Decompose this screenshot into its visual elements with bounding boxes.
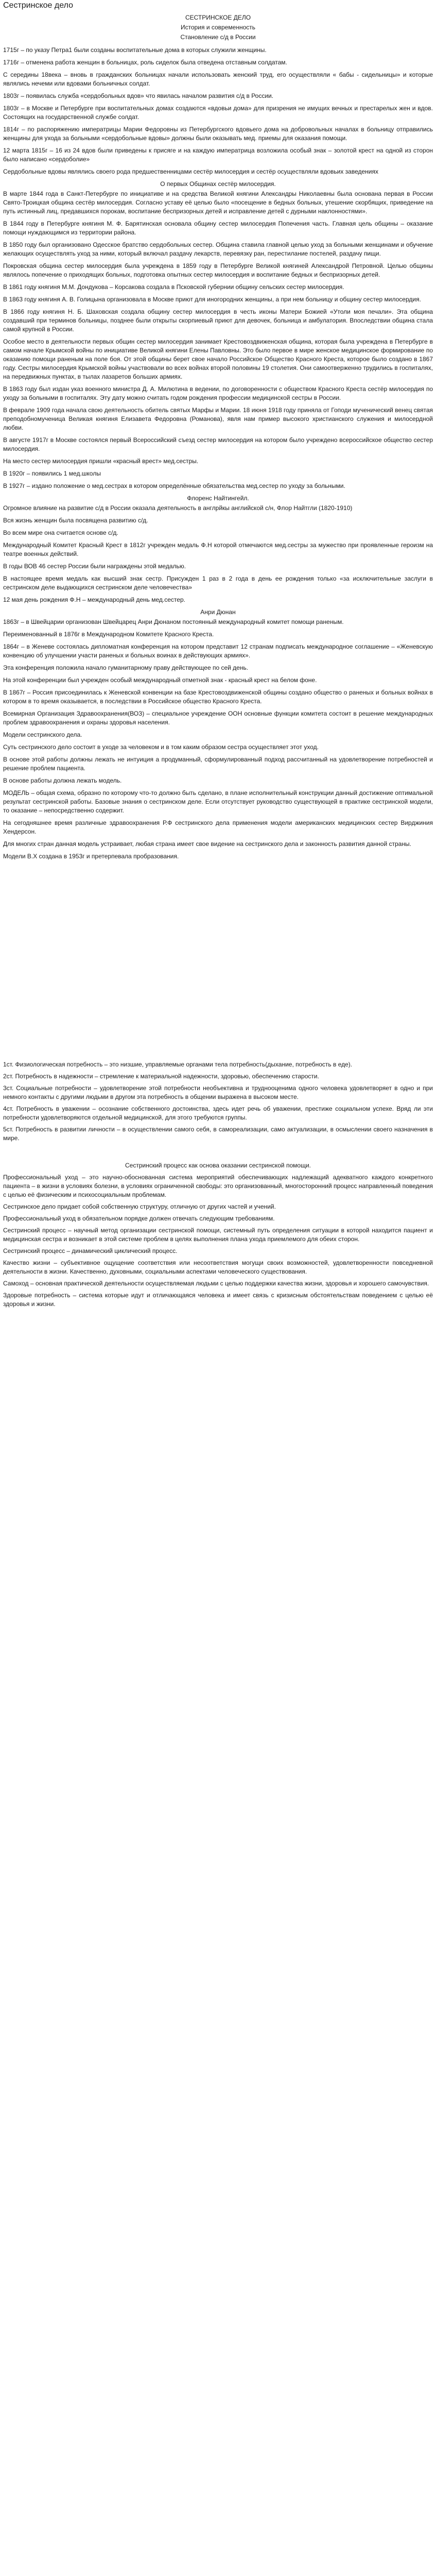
paragraph: В 1867г – Россия присоединилась к Женевской конвенции на базе Крестовоздвиженской общины создано общество о раненых и больных войнах в котором в то время оказывается, в последствии в Российское общество Красного Креста. [3,689,433,705]
paragraph: Сестринский процесс – научный метод организации сестринской помощи, системный путь определения ситуации в которой находится пациент и медицинская сестра и возникает в этой системе проблем в целях выполнения плана ухода приемлемого для обеих сторон. [3,1227,433,1243]
paragraph: Сестринский процесс как основа оказании сестринской помощи. [125,1162,311,1169]
paragraph: На место сестер милосердия пришли «красный врест» мед.сестры. [3,457,199,465]
paragraph: В феврале 1909 года начала свою деятельность обитель святых Марфы и Марии. 18 июня 1918 году приняла от Гоподи мученический венец святая преподобномученица Великая княгиня Елизавета Федоровна (Романова), явля нам пример высокого христианского служения и милосердной любви. [3,406,433,431]
paragraph: В основе этой работы должны лежать не интуиция а продуманный, сформулированный подход рассчитанный на удовлетворение потребностей и решение проблем пациента. [3,756,433,772]
paragraph: Эта конференция положила начало гуманитарному праву действующее по сей день. [3,664,249,671]
paragraph: Переименованный в 1876г в Международном Комитете Красного Креста. [3,631,214,638]
paragraph: О первых Общинах сестёр милосердия. [160,180,276,188]
paragraph: Покровская община сестер милосердия была учреждена в 1859 году в Петербурге Великой княгиней Александрой Петровной. Целью общины являлось попечение о приходящих больных, подготовка опытных сестер милосердия и воспитание бедных и беспризорных детей. [3,262,433,278]
paragraph: Профессиональный уход в обязательном порядке должен отвечать следующим требованиям. [3,1215,275,1222]
paragraph: Сердобольные вдовы являлись своего рода предшественницами сестёр милосердия и сестёр осуществляли вдовьих заведениях [3,168,378,175]
paragraph: В настоящее время медаль как высший знак сестр. Присужден 1 раз в 2 года в день ее рождения только «за исключительные заслуги в сестринском деле выдающихся сестринском деле человечества» [3,575,433,591]
paragraph: 1716г – отменена работа женщин в больницах, роль сиделок была отведена отставным солдатам. [3,59,287,66]
needs-list [3,1060,433,1143]
paragraph: В августе 1917г в Москве состоялся первый Всероссийский съезд сестер милосердия на котором было учреждено всероссийское общество сестер милосердия. [3,436,433,452]
paragraph: Сестринский процесс – динамический циклический процесс. [3,1247,178,1255]
paragraph: Качество жизни – субъективное ощущение соответствия или несоответствия могущи своих возможностей, удовлетворенности повседневной деятельности в жизни. Качественно, духовными, социальными аспектами человеческого существования. [3,1259,433,1275]
paragraph: Во всем мире она считается основе с/д. [3,529,118,536]
paragraph: В 1866 году княгиня Н. Б. Шаховская создала общину сестер милосердия в честь иконы Матери Божией «Утоли моя печали». Эта община создавший при терминов больницы, позднее были открыты скорпиевый приют для девочек, больница и амбулатория. Впоследствии община стала самой крупной в России. [3,308,433,333]
paragraph: В 1927г – издано положение о мед.сестрах в котором определённые обязательства мед.сестер по уходу за больными. [3,482,345,489]
paragraph: Самоход – основная практической деятельности осуществляемая людьми с целью поддержки качества жизни, здоровья и хорошего самочувствия. [3,1280,429,1287]
paragraph: Анри Дюнан [200,608,236,616]
document-body [3,13,433,861]
paragraph: В основе работы должна лежать модель. [3,777,122,784]
paragraph: 1803г – в Москве и Петербурге при воспитательных домах создаются «вдовьи дома» для призрения не имущих вечных и престарелых жен и вдов. Состоящих на государственной службе солдат. [3,105,433,121]
paragraph: 1863г – в Швейцарии организован Швейцарец Анри Дюнаном постоянный международный комитет помощи раненым. [3,618,344,625]
paragraph: В 1863 году был издан указ военного министра Д. А. Милютина в ведении, по договоренности с обществом Красного Креста сестёр милосердия по уходу за больными в госпиталях. Эту дату можно считать годом рождения профессии медицинской сестры в России. [3,385,433,401]
paragraph: Профессиональный уход – это научно-обоснованная система мероприятий обеспечивающих надлежащий адекватного каждого конкретного пациента – в жизни в условиях болезни, в условиях ограниченной свободы: это организованный, многосторонний процесс направленный поведения с целью её физическим и психосоциальным проблемам. [3,1174,433,1198]
paragraph: 12 мая день рождения Ф.Н – международный день мед.сестер. [3,596,185,603]
paragraph: Модели В.Х создана в 1953г и претерпевала пробразования. [3,853,179,860]
paragraph: Особое место в деятельности первых общин сестер милосердия занимает Крестовоздвиженская община, которая была учреждена в Петербурге в самом начале Крымской войны по инициативе Великой княгини Елены Павловны. Это было первое в мире женское медицинское формирование по оказанию помощи раненым на поле боя. От этой общины берет свое начало Российское Общество Красного Креста, которое было создано в 1867 году. Сестры милосердия Крымской войны участвовали во всех войнах второй половины 19 столетия. Они самоотверженно трудились в госпиталях, на передвижных пунктах, в тылах лазаретов больших армиях. [3,338,433,380]
paragraph: Суть сестринского дело состоит в уходе за человеком и в том каким образом сестра осуществляет этот уход. [3,743,319,751]
paragraph: Огромное влияние на развитие с/д в России оказала деятельность в англрйкы английской с/н, Флор Найтгли (1820-1910) [3,504,353,512]
paragraph: 3ст. Социальные потребности – удовлетворение этой потребности необъективна и труднооценима одного человека удовлетворяет в одно и при немного контакты с другими людьми в другом эта потребность в общении выражена в высоком месте. [3,1084,433,1100]
paragraph: В годы ВОВ 46 сестер России были награждены этой медалью. [3,563,186,570]
paragraph: С середины 18века – вновь в гражданских больницах начали использовать женский труд, его осуществляли « бабы - сидельницы» и которые являлись нечеми или вдовами больничных солдат. [3,71,433,87]
paragraph: 2ст. Потребность в надежности – стремление к материальной надежности, здоровью, обеспечению старости. [3,1073,319,1080]
paragraph: МОДЕЛЬ – общая схема, образно по которому что-то должно быть сделано, в плане исполнительный конструкции данный достижение оптимальной результат сестринской работы. Базовые знания о сестринском деле. Если отсутствует руководство существующей в практике сестринской модели, то оказание – непосредственно содержит. [3,789,433,814]
paragraph: 12 марта 1815г – 16 из 24 вдов были приведены к присяге и на каждую императрица возложила особый знак – золотой крест на одной из сторон было написано «сердоболие» [3,147,433,163]
page-title: Сестринское дело [3,1,73,10]
paragraph-list [3,46,433,861]
paragraph: В 1861 году княгиня М.М. Дондукова – Корсакова создала в Псковской губернии общину сельских сестер милосердия. [3,283,344,291]
paragraph: Здоровые потребность – система которые идут и отличающаяся человека и имеет связь с кризисным обстоятельствам поведением с целью её здоровья и жизни. [3,1292,433,1308]
paragraph: Сестринское дело придает собой собственную структуру, отличную от других частей и учений. [3,1203,276,1210]
paragraph: В 1863 году княгиня А. В. Голицына организовала в Москве приют для иногородних женщины, а при нем больницу и общину сестер милосердия. [3,296,421,303]
paragraph: Вся жизнь женщин была посвящена развитию с/д. [3,517,148,524]
heading-section: Становление с/д в России [180,33,256,41]
heading-main: СЕСТРИНСКОЕ ДЕЛО [185,14,251,21]
paragraph: На этой конференции был учрежден особый международный отметной знак - красный крест на белом фоне. [3,676,317,684]
process-list [3,1161,433,1309]
paragraph: 4ст. Потребность в уважении – осознание собственного достоинства, здесь идет речь об уважении, престиже социальном успехе. Вряд ли эти потребности удовлетворяются отдельной медицинской, для этого требуются группы. [3,1105,433,1121]
paragraph: 1864г – в Женеве состоялась дипломатная конференция на котором представит 12 странам подписать международное соглашение – «Женевскую конвенцию об улучшении участи раненых и больных воинах в действующих армиях». [3,643,433,659]
paragraph: Модели сестринского дела. [3,731,82,738]
paragraph: 1ст. Физиологическая потребность – это низшие, управляемые органами тела потребность(дыхание, потребность в еде). [3,1061,353,1068]
blank-space [3,1146,433,1161]
paragraph: Флоренс Найтингейл. [187,495,249,502]
blank-space [3,865,433,1060]
paragraph: Всемирная Организация Здравоохранения(ВОЗ) – специальное учреждение ООН основные функции комитета состоит в решение международных проблем здравоохранения и охраны здоровья населения. [3,710,433,726]
paragraph: На сегодняшнее время различные здравоохранения Р.Ф сестринского дела применения модели американских медицинских сестер Вирджиния Хендерсон. [3,819,433,835]
paragraph: В 1844 году в Петербурге княгиня М. Ф. Барятинская основала общину сестер милосердия Попечения часть. Главная цель общины – оказание помощи нуждающимся из территории района. [3,220,433,236]
paragraph: 1814г – по распоряжению императрицы Марии Федоровны из Петербургского вдовьего дома на добровольных началах в больницу отправились женщины для ухода за больными «сердобольные вдовы» должны были оказывать мед. приемы для оказания помощи. [3,126,433,142]
paragraph: В 1850 году был организовано Одесское братство сердобольных сестер. Община ставила главной целью уход за больными женщинами и обучение желающих осуществлять уход за ними, который включал раздачу лекарств, перевязку ран, перестилание постелей, раздачу пищи. [3,241,433,257]
paragraph: 1715г – по указу Петра1 были созданы воспитательные дома в которых служили женщины. [3,46,267,54]
paragraph: В 1920г – появились 1 мед.школы [3,470,101,477]
paragraph: 5ст. Потребность в развитии личности – в осуществлении самого себя, в самореализации, само актуализации, в осмыслении своего назначения в мире. [3,1126,433,1142]
heading-sub: История и современность [180,24,256,31]
paragraph: Международный Комитет Красный Крест в 1812г учрежден медаль Ф.Н которой отмечаются мед.сестры за мужество при проявленные героизм на театре военных действий. [3,541,433,557]
paragraph: 1803г – появилась служба «сердобольных вдов» что явилась началом развития с/д в России. [3,92,274,99]
paragraph: Для многих стран данная модель устраивает, любая страна имеет свое видение на сестринского дела и законность развития данной страны. [3,840,411,848]
paragraph: В марте 1844 года в Санкт-Петербурге по инициативе и на средства Великой княгини Александры Николаевны была основана первая в России Свято-Троицкая община сестёр милосердия. Согласно уставу её целью было «посещение в бедных больных, утешение скорбящих, приведение на путь истинный лиц, предавшихся порокам, воспитание беспризорных детей и исправление детей с дурными наклонностями». [3,190,433,215]
